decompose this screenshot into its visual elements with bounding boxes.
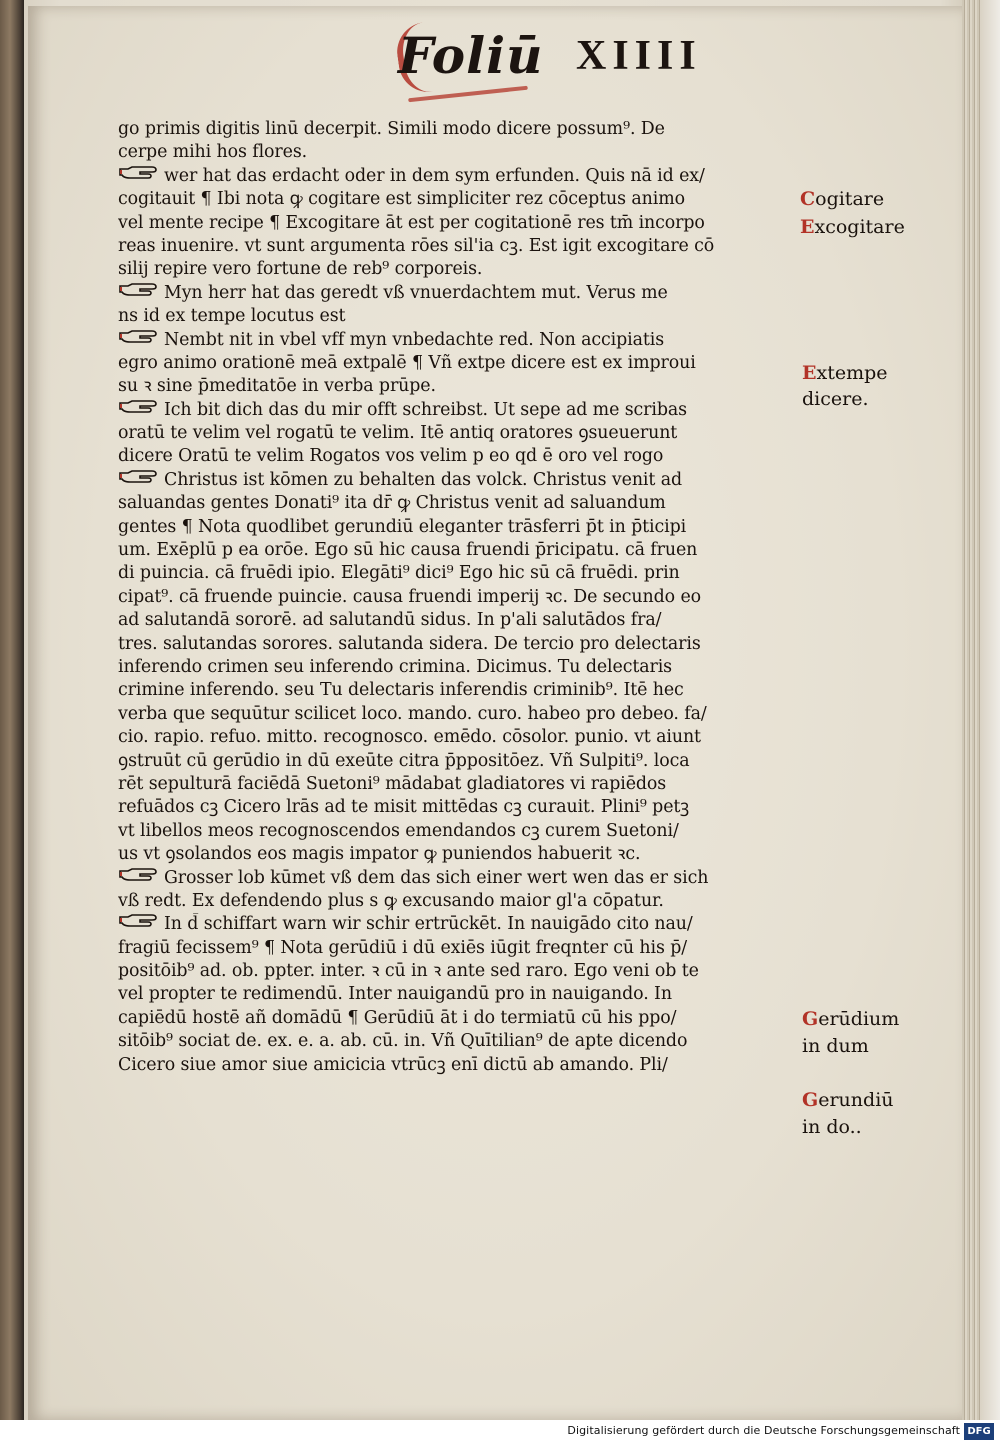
text-line-content: cerpe mihi hos flores. bbox=[118, 142, 308, 163]
text-line bbox=[118, 796, 790, 819]
text-line-content: Christus ist kōmen zu behalten das volck. Christus venit ad bbox=[164, 470, 683, 491]
margin-note-text: erūdium bbox=[818, 1008, 900, 1030]
margin-note-text: xtempe bbox=[816, 362, 888, 384]
text-line-content: vel mente recipe ¶ Excogitare āt est per cogitationē res tm̄ incorpo bbox=[118, 212, 705, 233]
text-line-content: egro animo orationē meā extpalē ¶ Vñ extpe dicere est ex improui bbox=[118, 352, 696, 373]
text-line-content: capiēdū hostē añ domādū ¶ Gerūdiū āt i do termiatū cū his ppo/ bbox=[118, 1007, 677, 1028]
text-line bbox=[118, 867, 790, 890]
pointing-hand-icon bbox=[118, 913, 158, 936]
text-line bbox=[118, 282, 790, 305]
text-line bbox=[118, 445, 790, 468]
text-line-content: cipat⁹. cā fruende puincie. causa fruendi imperij ꝛc. De secundo eo bbox=[118, 586, 702, 607]
text-line-content: dicere Oratū te velim Rogatos vos velim p eo qd̄ ē oro vel rogo bbox=[118, 446, 664, 467]
footer-bar bbox=[0, 1420, 1000, 1444]
text-line-content: Grosser lob kūmet vß dem das sich einer wert wen das er sich bbox=[164, 867, 709, 888]
text-line-content: reas inuenire. vt sunt argumenta rōes sil'ia cꝫ. Est igit excogitare cō bbox=[118, 235, 715, 256]
text-line bbox=[118, 633, 790, 656]
text-line-content: tres. salutandas sorores. salutanda sidera. De tercio pro delectaris bbox=[118, 633, 701, 654]
text-line bbox=[118, 235, 790, 258]
text-line bbox=[118, 750, 790, 773]
text-line bbox=[118, 329, 790, 352]
text-line-content: vel propter te redimendū. Inter nauigandū pro in nauigando. In bbox=[118, 984, 672, 1005]
text-line bbox=[118, 118, 790, 141]
funding-credit: Digitalisierung gefördert durch die Deutsche Forschungsgemeinschaft bbox=[567, 1424, 960, 1437]
page-stack-edge bbox=[962, 0, 980, 1420]
folio-header bbox=[398, 24, 758, 94]
text-line bbox=[118, 141, 790, 164]
margin-note-text: xcogitare bbox=[814, 216, 905, 238]
text-line-content: Ich bit dich das du mir offt schreibst. Ut sepe ad me scribas bbox=[164, 399, 687, 420]
margin-note-initial: C bbox=[800, 188, 816, 210]
dfg-logo: DFG bbox=[964, 1423, 994, 1440]
margin-note-text: in dum bbox=[802, 1035, 869, 1057]
text-line-content: Nembt nit in vbel vff myn vnbedachte red. Non accipiatis bbox=[164, 329, 665, 350]
margin-note-initial: G bbox=[802, 1089, 819, 1111]
text-line-content: gentes ¶ Nota quodlibet gerundiū eleganter trāsferri p̄t in p̄ticipi bbox=[118, 516, 687, 537]
text-line-content: rēt sepulturā faciēdā Suetoni⁹ mādabat gladiatores vi rapiēdos bbox=[118, 773, 667, 794]
text-line-content: vt libellos meos recognoscendos emendandos cꝫ curem Suetoni/ bbox=[118, 820, 679, 841]
pointing-hand-icon bbox=[118, 329, 158, 352]
margin-note-initial: E bbox=[802, 362, 817, 384]
text-line bbox=[118, 1030, 790, 1053]
text-line-content: go primis digitis linū decerpit. Simili modo dicere possum⁹. De bbox=[118, 119, 665, 139]
margin-note bbox=[802, 1007, 899, 1032]
text-line-content: di puincia. cā fruēdi ipio. Elegāti⁹ dici⁹ Ego hic sū cā fruēdi. prin bbox=[118, 563, 680, 584]
text-line-content: vß redt. Ex defendendo plus s ꝙ excusando maior gl'a cōpatur. bbox=[118, 890, 664, 911]
text-line bbox=[118, 609, 790, 632]
text-line-content: positōib⁹ ad. ob. ppter. inter. ꝛ cū in ꝛ ante sed raro. Ego veni ob te bbox=[118, 961, 699, 982]
pointing-hand-icon bbox=[118, 399, 158, 422]
margin-note bbox=[802, 361, 888, 386]
text-line bbox=[118, 375, 790, 398]
margin-note-initial: E bbox=[800, 216, 815, 238]
text-line bbox=[118, 960, 790, 983]
text-line bbox=[118, 422, 790, 445]
margin-note bbox=[802, 1034, 869, 1059]
text-line bbox=[118, 352, 790, 375]
text-line-content: sitōib⁹ sociat de. ex. e. a. ab. cū. in. Vñ Quītilian⁹ de apte dicendo bbox=[118, 1031, 688, 1052]
text-line bbox=[118, 188, 790, 211]
text-line-content: ꝯstruūt cū gerūdio in dū exeūte citra p̄ppositōez. Vñ Sulpiti⁹. loca bbox=[118, 750, 690, 771]
text-line-content: ns id ex tempe locutus est bbox=[118, 306, 346, 327]
margin-note-initial: G bbox=[802, 1008, 819, 1030]
folio-numeral: XIIII bbox=[576, 33, 702, 79]
text-line bbox=[118, 820, 790, 843]
text-line bbox=[118, 726, 790, 749]
margin-note-text: erundiū bbox=[818, 1089, 894, 1111]
margin-note bbox=[800, 187, 884, 212]
text-line bbox=[118, 562, 790, 585]
text-line-content: fragiū fecissem⁹ ¶ Nota gerūdiū i dū exiēs iūgit freqnter cū his p̄/ bbox=[118, 937, 688, 958]
margin-note bbox=[802, 1088, 894, 1113]
adjacent-page-edge bbox=[0, 0, 24, 1420]
text-line bbox=[118, 492, 790, 515]
text-line bbox=[118, 586, 790, 609]
text-line bbox=[118, 890, 790, 913]
text-line bbox=[118, 305, 790, 328]
text-line-content: um. Exēplū p ea orōe. Ego sū hic causa fruendi p̄ricipatu. cā fruen bbox=[118, 540, 698, 561]
text-line bbox=[118, 212, 790, 235]
text-line-content: silij repire vero fortune de reb⁹ corporeis. bbox=[118, 259, 483, 280]
text-line bbox=[118, 1054, 790, 1077]
text-line-content: oratū te velim vel rogatū te velim. Itē antiq oratores ꝯsueuerunt bbox=[118, 423, 678, 444]
text-line bbox=[118, 165, 790, 188]
margin-note bbox=[802, 1115, 862, 1140]
text-line-content: ad salutandā sororē. ad salutandū sidus. In p'ali salutādos fra/ bbox=[118, 610, 662, 631]
margin-note-text: ogitare bbox=[815, 188, 885, 210]
text-line bbox=[118, 679, 790, 702]
pointing-hand-icon bbox=[118, 165, 158, 188]
main-text-column bbox=[118, 118, 790, 1077]
text-line bbox=[118, 913, 790, 936]
margin-note bbox=[802, 387, 869, 412]
text-line bbox=[118, 703, 790, 726]
text-line bbox=[118, 516, 790, 539]
text-line-content: refuādos cꝫ Cicero lrās ad te misit mittēdas cꝫ curauit. Plini⁹ petꝫ bbox=[118, 797, 690, 818]
text-line-content: In d̄ schiffart warn wir schir ertrūckēt. In nauigādo cito nau/ bbox=[164, 914, 693, 935]
text-line bbox=[118, 258, 790, 281]
pointing-hand-icon bbox=[118, 867, 158, 890]
text-line-content: su ꝛ sine p̄meditatōe in verba prūpe. bbox=[118, 376, 436, 397]
text-line-content: wer hat das erdacht oder in dem sym erfunden. Quis nā id ex/ bbox=[164, 165, 705, 186]
text-line-content: cogitauit ¶ Ibi nota ꝙ cogitare est simpliciter rez cōceptus animo bbox=[118, 189, 685, 210]
text-line bbox=[118, 773, 790, 796]
pointing-hand-icon bbox=[118, 469, 158, 492]
text-line-content: us vt ꝯsolandos eos magis impator ꝙ puniendos habuerit ꝛc. bbox=[118, 844, 641, 865]
text-line-content: Myn herr hat das geredt vß vnuerdachtem mut. Verus me bbox=[164, 282, 668, 303]
text-line-content: Cicero siue amor siue amicicia vtrūcꝫ enī dictū ab amando. Pli/ bbox=[118, 1054, 668, 1075]
text-line-content: saluandas gentes Donati⁹ ita dr̄ ꝙ Christus venit ad saluandum bbox=[118, 493, 666, 514]
pointing-hand-icon bbox=[118, 282, 158, 305]
text-line bbox=[118, 843, 790, 866]
text-line-content: crimine inferendo. seu Tu delectaris inferendis criminib⁹. Itē hec bbox=[118, 680, 684, 701]
text-line bbox=[118, 399, 790, 422]
text-line bbox=[118, 469, 790, 492]
text-line-content: verba que sequūtur scilicet loco. mando. curo. habeo pro debeo. fa/ bbox=[118, 703, 707, 724]
text-line-content: cio. rapio. refuo. mitto. recognosco. emēdo. cōsolor. punio. vt aiunt bbox=[118, 727, 701, 748]
margin-note bbox=[800, 215, 905, 240]
margin-note-text: in do.. bbox=[802, 1116, 862, 1138]
text-line bbox=[118, 937, 790, 960]
text-line bbox=[118, 983, 790, 1006]
text-line bbox=[118, 656, 790, 679]
margin-note-text: dicere. bbox=[802, 388, 869, 410]
folio-label: Foliū bbox=[398, 26, 544, 85]
text-line bbox=[118, 539, 790, 562]
text-line bbox=[118, 1007, 790, 1030]
text-line-content: inferendo crimen seu inferendo crimina. Dicimus. Tu delectaris bbox=[118, 656, 672, 677]
